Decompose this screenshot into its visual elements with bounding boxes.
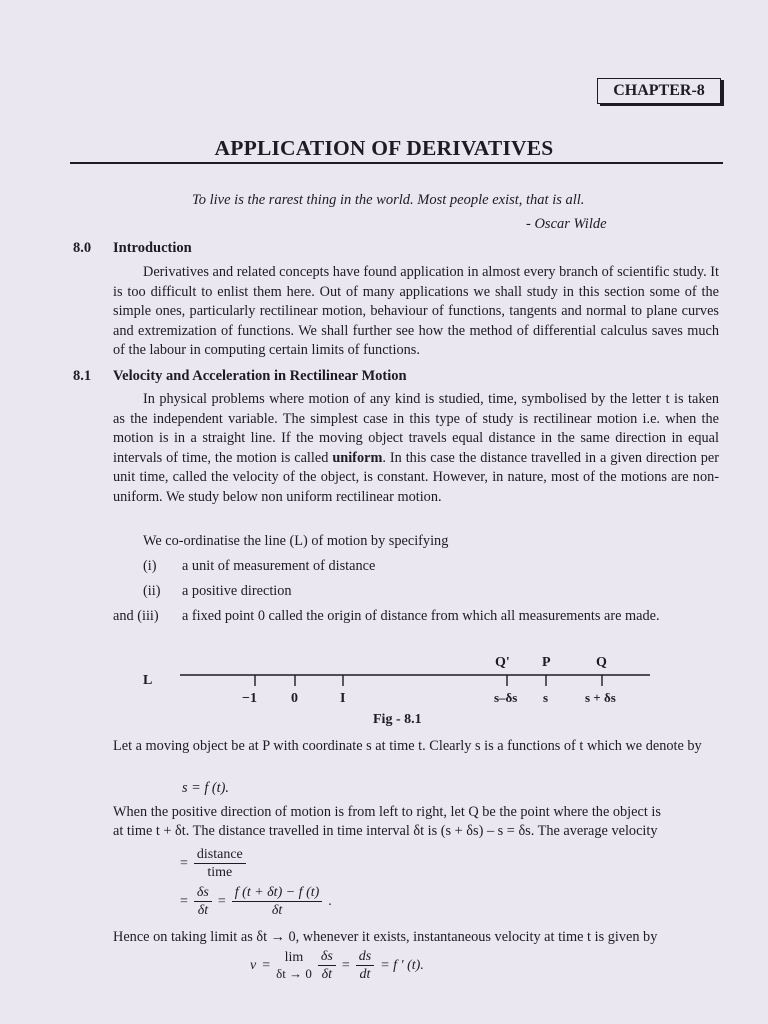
fraction-numerator: ds (356, 948, 374, 966)
section-title-introduction: Introduction (113, 240, 192, 256)
velocity-symbol: v (250, 957, 257, 973)
section-number-8-1: 8.1 (73, 368, 92, 384)
list-item-text: a fixed point 0 called the origin of distance from which all measurements are made. (182, 608, 660, 624)
equation-instantaneous-velocity (250, 948, 424, 983)
list-item-label: (ii) (143, 583, 161, 599)
fraction-numerator: distance (194, 846, 246, 864)
motion-paragraph-before: In physical problems where motion of any kind is studied, time, symbolised by the letter t is taken as the independent variable. The simplest case in this type of study is rectilinear motion i.e. when the motion is in a straight line. If the moving object travels equal distance in the same direction in equal intervals of time, the motion is called (113, 391, 719, 466)
fraction-numerator: δs (318, 948, 336, 966)
fraction-ds-dt (194, 884, 212, 919)
moving-object-paragraph: Let a moving object be at P with coordinate s at time t. Clearly s is a functions of t which we denote by (113, 738, 702, 754)
fraction-numerator: f (t + δt) − f (t) (232, 884, 323, 902)
limit-paragraph: Hence on taking limit as δt → 0, whenever it exists, instantaneous velocity at time t is given by (113, 929, 658, 945)
list-item-text: a unit of measurement of distance (182, 558, 376, 574)
positive-direction-line-1: When the positive direction of motion is from left to right, let Q be the point where the object is (113, 804, 661, 820)
equation-ds-over-dt (180, 884, 332, 919)
tick-label-s-minus-ds: s–δs (494, 690, 518, 705)
fraction-derivative (356, 948, 374, 983)
equation-distance-over-time (180, 846, 246, 881)
motion-paragraph-bold: uniform (332, 449, 383, 466)
figure-number-line (0, 645, 768, 710)
fraction-denominator: δt (197, 903, 209, 918)
equals-sign: = (180, 893, 188, 909)
list-item-label: and (iii) (113, 608, 159, 624)
intro-paragraph-text: Derivatives and related concepts have found application in almost every branch of scientific study. It is too difficult to enlist them here. Out of many applications we shall study in this section some of the simple ones, particularly rectilinear motion, behaviour of functions, tangents and normal to plane curves and extremization of functions. We shall further see how the method of differential calculus saves much of the labour in computing certain limits of functions. (113, 264, 719, 359)
tick-label-s-plus-ds: s + δs (585, 690, 616, 705)
fraction-denominator: δt (321, 967, 333, 982)
intro-paragraph (113, 263, 719, 361)
epigraph-author: - Oscar Wilde (526, 216, 607, 232)
chapter-label: CHAPTER-8 (597, 78, 721, 104)
epigraph-quote: To live is the rarest thing in the world. Most people exist, that is all. (192, 192, 585, 208)
equation-end-period: . (328, 893, 332, 909)
line-label: L (143, 673, 153, 688)
equals-sign: = (217, 893, 226, 909)
section-title-velocity: Velocity and Acceleration in Rectilinear Motion (113, 368, 407, 384)
motion-paragraph (113, 390, 719, 508)
fraction-denominator: δt (271, 903, 283, 918)
fraction-denominator: dt (359, 967, 371, 982)
point-q-prime-label: Q' (495, 655, 510, 670)
equation-s-f-t: s = f (t). (182, 780, 229, 796)
figure-caption: Fig - 8.1 (373, 712, 422, 727)
fraction-difference-quotient (232, 884, 323, 919)
positive-direction-line-2: at time t + δt. The distance travelled in time interval δt is (s + δs) – s = δs. The average velocity (113, 823, 658, 839)
point-q-label: Q (596, 655, 607, 670)
tick-label-s: s (543, 690, 549, 705)
title-rule (70, 162, 723, 164)
tick-label-unit: I (340, 691, 346, 706)
equals-sign: = (262, 957, 271, 973)
tick-label-origin: 0 (291, 691, 298, 706)
section-number-8-0: 8.0 (73, 240, 92, 256)
list-item-text: a positive direction (182, 583, 292, 599)
fraction-numerator: δs (194, 884, 212, 902)
limit-subscript: δt → 0 (276, 965, 312, 981)
equals-sign: = (180, 855, 188, 871)
limit-word: lim (284, 949, 304, 965)
page-title: APPLICATION OF DERIVATIVES (214, 136, 554, 160)
equals-sign: = (341, 957, 350, 973)
point-p-label: P (542, 655, 551, 670)
limit-operator (276, 950, 312, 982)
motion-paragraph-after: . In this case the distance travelled in a given direction per unit time, called the velocity of the object, is constant. However, in nature, most of the motions are non-uniform. We study below non uniform rectilinear motion. (113, 449, 719, 505)
fraction-ds-dt (318, 948, 336, 983)
list-item-label: (i) (143, 558, 157, 574)
derivative-result: = f ′ (t). (380, 957, 424, 973)
tick-label-minus-one: −1 (242, 691, 257, 706)
fraction-distance-time (194, 846, 246, 881)
coordinatise-line: We co-ordinatise the line (L) of motion by specifying (143, 533, 449, 549)
fraction-denominator: time (207, 865, 233, 880)
